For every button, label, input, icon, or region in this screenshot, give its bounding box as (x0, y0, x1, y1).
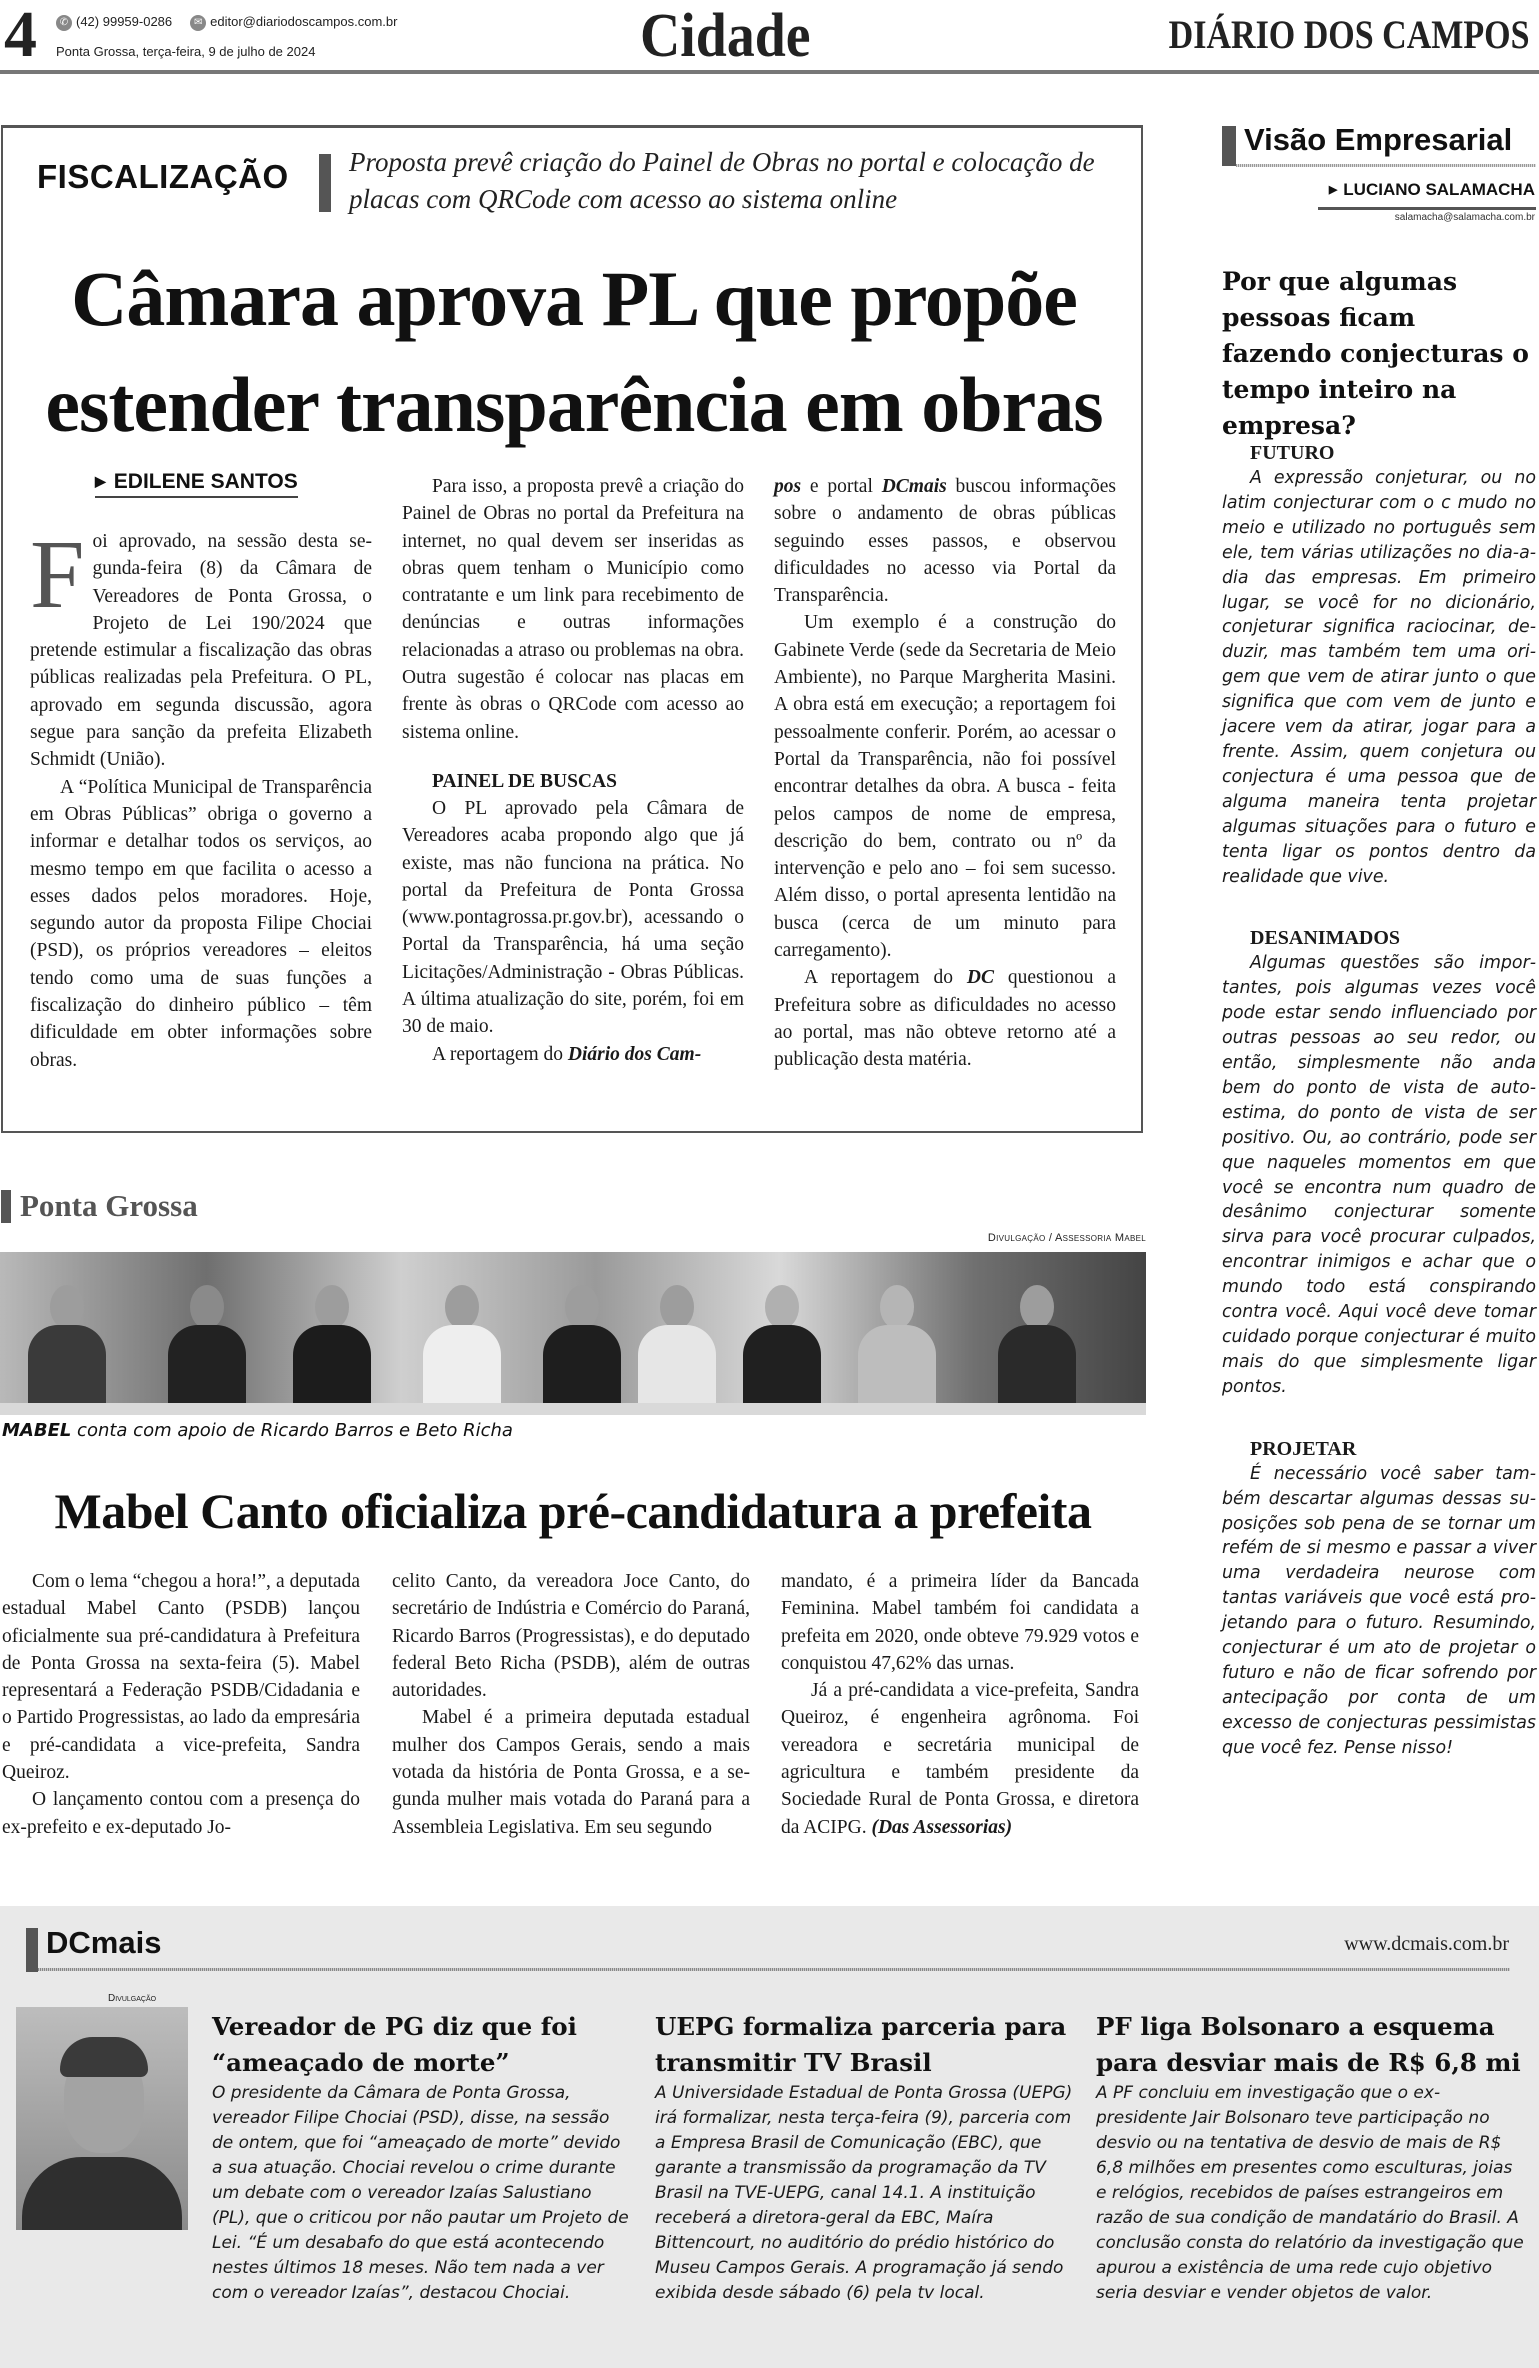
page-number: 4 (4, 0, 37, 71)
author-arrow-icon: ▶ (1328, 184, 1338, 196)
section-label: Ponta Grossa (20, 1188, 198, 1223)
councilman-photo (16, 2007, 188, 2230)
event-photo (0, 1252, 1146, 1415)
article-column-2 (402, 473, 744, 1068)
dcmais-rule (38, 1968, 1510, 1971)
column-body (1222, 440, 1536, 1761)
column-title-bar (1222, 126, 1236, 166)
paragraph: A reportagem do DC questionou a Prefeitura sobre as dificuldades no acesso ao portal, mas não obteve retorno até a publicação desta matéria. (774, 967, 1116, 1071)
paragraph: Já a pré-candidata a vice-prefeita, Sandra Queiroz, é engenheira agrônoma. Foi vereadora e secretária municipal de agricultura e também presidente da Sociedade Rural de Ponta Grossa, e diretora da ACIPG. (Das Assessorias) (781, 1680, 1139, 1838)
dcmais-article-text: A PF concluiu em investigação que o ex-presidente Jair Bolsonaro teve participação no desvio ou na tentativa de desvio de mais de R$ 6,8 milhões em presentes como esculturas, joias e relógios, recebidos de países estrangeiros em razão de sua condição de mandatário do Brasil. A conclusão consta do relatório da investigação que apurou a existência de uma rede cujo objetivo seria desviar e vender objetos de valor. (1096, 2083, 1524, 2303)
paragraph: A reportagem do Diário dos Cam- (432, 1043, 702, 1065)
column-paragraph: A expressão conjeturar, ou no latim conjecturar com o c mudo no meio e utilizado no português sem ele, tem várias utilizações no dia-a-dia das empresas. Em primeiro lugar, se você for no dicionário, conjeturar significa raciocinar, deduzir, mas também tem uma origem que vem de atirar junto o que significa que com vem de junto e jacere vem da atirar, jogar para a frente. Assim, quem conjetura ou conjectura é uma pessoa que de alguma maneira tenta projetar algumas situações para o futuro e tenta ligar os pontos dentro da realidade que vive. (1222, 468, 1536, 887)
section-bar (1, 1190, 11, 1223)
column-headline: Por que algumas pessoas ficam fazendo conjecturas o tempo inteiro na empresa? (1222, 267, 1529, 440)
person-figure (160, 1265, 252, 1415)
kicker-divider (319, 154, 331, 212)
dcmais-article-title[interactable]: PF liga Bolsonaro a esquema para desviar mais de R$ 6,8 mi (1096, 2012, 1521, 2077)
photo-credit: Divulgação / Assessoria Mabel (987, 1232, 1146, 1244)
column-subhead: FUTURO (1250, 442, 1335, 464)
dcmais-bar (26, 1928, 38, 1972)
paragraph: A “Política Municipal de Transparência em Obras Públicas” obriga o governo a informar e detalhar todos os serviços, ao mesmo tempo em que facilita o acesso a esses dados pelos moradores. Hoje, segundo autor da proposta Filipe Chociai (PSD), os próprios vereadores – eleitos tendo como uma de suas funções a fiscalização do dinheiro público – têm dificuldade em obter informações sobre obras. (30, 776, 372, 1071)
dcmais-article[interactable] (655, 2009, 1075, 2306)
column-author-email[interactable]: salamacha@salamacha.com.br (1394, 212, 1535, 223)
paragraph: O lançamento contou com a presença do ex-prefeito e ex-deputado Jo- (2, 1789, 360, 1838)
paragraph: Foi aprovado, na sessão desta segunda-feira (8) da Câmara de Vereadores de Ponta Grossa, o Projeto de Lei 190/2024 que pretende estimular a fiscalização das obras públicas realizadas pela Prefeitura. O PL, aprovado em segunda discussão, agora segue para sanção da prefeita Elizabeth Schmidt (União). (30, 521, 372, 771)
paragraph: celito Canto, da vereadora Joce Canto, do secretário de Indústria e Comércio do Paraná, Ricardo Barros (Progressistas), e do deputado federal Beto Richa (PSDB), além de outras autoridades. (392, 1571, 750, 1702)
column-subhead: DESANIMADOS (1250, 927, 1401, 950)
column-paragraph: Algumas questões são importantes, pois algumas vezes você pode estar sendo influenciado por outras pessoas ao seu redor, ou então, simplesmente não anda bem do ponto de vista de autoestima, do ponto de vista de ser positivo. Ou, ao contrário, pode ser que naqueles momentos em que você se encontra num quadro de desânimo conjecturar somente sirva para você procurar culpados, encontrar inimigos e achar que o mundo todo está conspirando contra você. Aqui você deve tomar cuidado porque conjecturar é muito mais do que simplesmente ligar pontos. (1222, 953, 1536, 1397)
person-figure (535, 1265, 627, 1415)
paragraph: Mabel é a primeira deputada estadual mulher dos Campos Gerais, sendo a mais votada da história de Ponta Grossa, e a segunda mulher mais votada do Paraná para a Assembleia Legislativa. Em seu segundo (392, 1707, 750, 1838)
column-paragraph: É necessário você saber também descartar algumas dessas suposições sob pena de se tornar um refém de si mesmo e passar a viver uma verdadeira neurose com tantas variáveis que você está projetando para o futuro. Resumindo, conjecturar é um ato de projetar o futuro e não de ficar sofrendo por antecipação por conta de um excesso de conjecturas pessimistas que você fez. Pense nisso! (1222, 1463, 1536, 1758)
email-address: editor@diariodoscampos.com.br (210, 14, 398, 29)
article-column-1 (2, 1568, 360, 1841)
section-title: Cidade (640, 2, 811, 70)
newspaper-name-ref: Diário dos Cam- (567, 1043, 702, 1065)
article-column-3 (781, 1568, 1139, 1841)
person-figure (630, 1265, 722, 1415)
photo-caption: MABEL conta com apoio de Ricardo Barros e Beto Richa (2, 1420, 513, 1441)
paragraph: pos e portal DCmais buscou informações sobre o andamento de obras públicas seguindo esses passos, e observou dificuldades no acesso via Portal da Transparência. (774, 476, 1117, 607)
author-name: EDILENE SANTOS (113, 470, 298, 493)
article-column-1 (30, 521, 372, 1074)
drop-cap: F (30, 521, 85, 629)
article-subtitle: Proposta prevê criação do Painel de Obras no portal e colocação de placas com QRCode com acesso ao sistema online (349, 147, 1095, 214)
article-headline: Mabel Canto oficializa pré-candidatura a prefeita (54, 1483, 1092, 1539)
person-figure (415, 1265, 507, 1415)
dcmais-article-title[interactable]: UEPG formaliza parceria para transmitir TV Brasil (655, 2012, 1067, 2077)
paragraph: O PL aprovado pela Câmara de Vereadores acaba propondo algo que já existe, mas não funciona na prática. No portal da Prefeitura de Ponta Grossa (www.pontagrossa.pr.gov.br), acessando o Portal da Transparência, há uma seção Licitações/Administração - Obras Públicas. A última atualização do site, porém, foi em 30 de maio. (402, 797, 744, 1038)
contact-info (56, 14, 397, 31)
person-figure (735, 1265, 827, 1415)
author-rule (1318, 207, 1536, 210)
email-contact[interactable] (190, 14, 397, 31)
person-figure (285, 1265, 377, 1415)
column-author: ▶ LUCIANO SALAMACHA (1328, 180, 1535, 199)
phone-number: (42) 99959-0286 (76, 14, 173, 29)
headline-line-2: estender transparência em obras (45, 361, 1103, 448)
person-figure (20, 1265, 112, 1415)
paragraph: Com o lema “chegou a hora!”, a deputada estadual Mabel Canto (PSDB) lançou oficialmente sua pré-candidatura à Prefeitura de Ponta Grossa na sexta-feira (5). Mabel representará a Federação PSDB/Cidadania e o Partido Progressistas, ao lado da empresária e pré-candidata a vice-prefeita, Sandra Queiroz. (2, 1571, 360, 1784)
person-figure (850, 1265, 942, 1415)
photo-credit: Divulgação (108, 1993, 157, 2004)
column-title-rule (1236, 164, 1536, 167)
photo-table (0, 1403, 1146, 1415)
headline-line-1: Câmara aprova PL que propõe (71, 255, 1077, 342)
paragraph: mandato, é a primeira líder da Bancada Feminina. Mabel também foi candidata a prefeita em 2020, onde obteve 79.929 votos e conquistou 47,62% das urnas. (781, 1571, 1139, 1674)
newspaper-brand: DIÁRIO DOS CAMPOS (1168, 12, 1529, 57)
dcmais-ref: DCmais (881, 476, 947, 497)
dateline: Ponta Grossa, terça-feira, 9 de julho de 2024 (56, 44, 316, 59)
article-column-3 (774, 473, 1116, 1074)
source-signature: (Das Assessorias) (871, 1816, 1013, 1838)
paragraph: Um exemplo é a construção do Gabinete Verde (sede da Secretaria de Meio Ambiente), no Parque Margherita Masini. A obra está em execução; a reportagem foi pessoalmente conferir. Porém, ao acessar o Portal da Transparência, não foi possível encontrar detalhes da obra. A busca - feita pelos campos de nome de empresa, descrição do bem, contrato ou nº da intervenção e pelo ano – foi sem sucesso. Além disso, o portal apresenta lentidão na busca (cerca de um minuto para carregamento). (774, 612, 1116, 962)
dcmais-article-text: A Universidade Estadual de Ponta Grossa (UEPG) irá formalizar, nesta terça-feira (9), parceria com a Empresa Brasil de Comunicação (EBC), que garante a transmissão da programação da TV Brasil na TVE-UEPG, canal 14.1. A instituição receberá a diretora-geral da EBC, Maíra Bittencourt, no auditório do prédio histórico do Museu Campos Gerais. A programação já sendo exibida desde sábado (6) pela tv local. (655, 2083, 1073, 2303)
column-subhead: PROJETAR (1250, 1437, 1357, 1460)
byline (95, 470, 298, 498)
dcmais-url[interactable]: www.dcmais.com.br (1344, 1933, 1509, 1955)
dcmais-label: DCmais (46, 1925, 162, 1960)
article-kicker: FISCALIZAÇÃO (37, 158, 289, 195)
whatsapp-icon: ✆ (56, 15, 72, 31)
dcmais-article[interactable] (1096, 2009, 1526, 2306)
dcmais-article-text: O presidente da Câmara de Ponta Grossa, vereador Filipe Chociai (PSD), disse, na sessão de ontem, que foi “ameaçado de morte” devido a sua atuação. Chociai revelou o crime durante um debate com o vereador Izaías Salustiano (PL), que o criticou por não pautar um Projeto de Lei. “É um desabafo do que está acontecendo nestes últimos 18 meses. Não tem nada a ver com o vereador Izaías”, destacou Chociai. (212, 2083, 629, 2303)
column-title: Visão Empresarial (1244, 122, 1513, 157)
article-headline (3, 246, 1145, 458)
person-figure (990, 1265, 1082, 1415)
dcmais-article-title[interactable]: Vereador de PG diz que foi “ameaçado de morte” (212, 2012, 577, 2077)
dcmais-article[interactable] (212, 2009, 632, 2306)
subhead: PAINEL DE BUSCAS (432, 770, 617, 792)
paragraph: Para isso, a proposta prevê a criação do Painel de Obras no portal da Prefeitura na internet, no qual devem ser inseridas as obras quem tenham o Município como contratante e um link para recebimento de denúncias e outras informações relacionadas a atraso ou problemas na obra. Outra sugestão é colocar nas placas em frente às obras o QRCode com acesso ao sistema online. (402, 476, 744, 743)
page-header (0, 0, 1539, 74)
mail-icon: ✉ (190, 15, 206, 31)
article-column-2 (392, 1568, 750, 1841)
byline-arrow-icon: ▶ (95, 473, 106, 489)
phone-contact[interactable] (56, 14, 172, 31)
main-article (1, 125, 1143, 1133)
